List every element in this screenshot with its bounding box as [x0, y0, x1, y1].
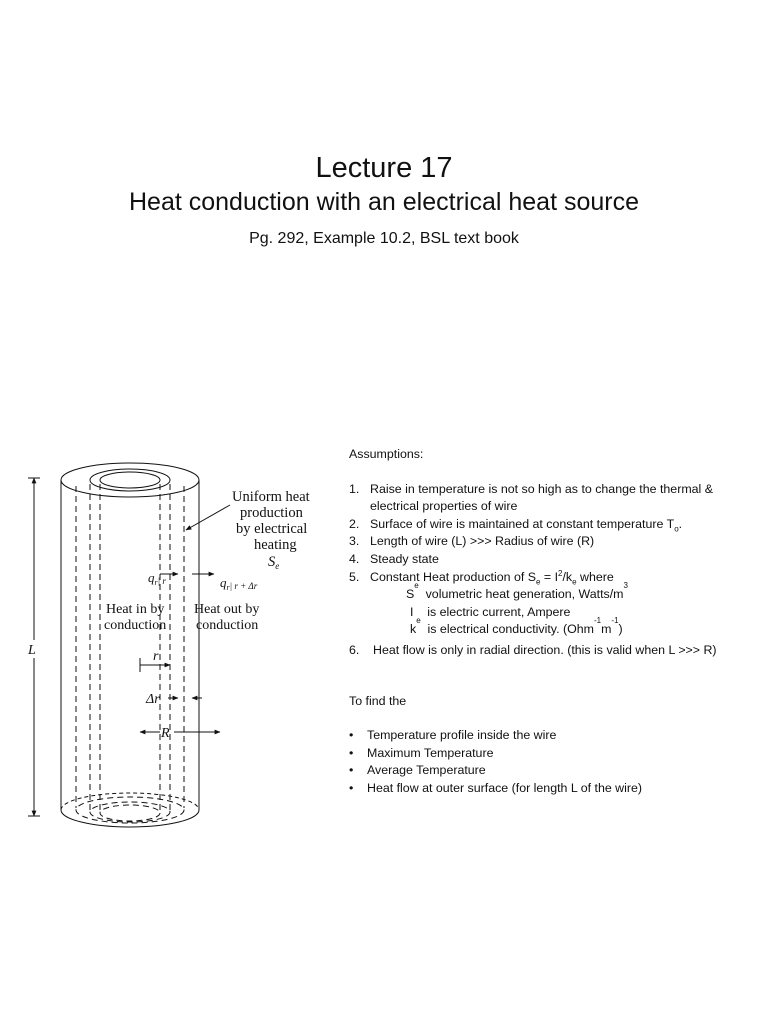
label-heat-out-1: Heat out by — [194, 602, 260, 617]
heat-source-pointer — [186, 505, 230, 530]
label-delta-r: Δr — [146, 692, 160, 707]
label-q-out: $q_r|$ r + Δr — [220, 575, 258, 592]
bullet-icon: • — [349, 780, 354, 795]
list-item: 5. Constant Heat production of $S_e = I^2/k_e$ where — [349, 568, 614, 587]
bottom-dashed-ring-outer — [76, 797, 184, 823]
list-item: 3. Length of wire (L) >>> Radius of wire (R) — [349, 534, 595, 549]
tofind-list — [349, 727, 754, 797]
label-uniform-heat-4: heating — [254, 537, 297, 553]
lecture-subtitle: Heat conduction with an electrical heat source — [128, 188, 639, 216]
list-item: 6. Heat flow is only in radial direction. (this is valid when L >>> R) — [349, 642, 717, 657]
title-block — [0, 150, 768, 248]
list-item: • Temperature profile inside the wire — [349, 727, 754, 745]
bullet-icon: • — [349, 745, 354, 760]
bottom-dashed-ring-mid — [90, 802, 170, 822]
source-reference: Pg. 292, Example 10.2, BSL text book — [249, 230, 519, 247]
definition-ke: k e is electrical conductivity. (Ohm -1 m -1 ) — [410, 616, 623, 637]
label-uniform-heat-1: Uniform heat — [232, 489, 310, 505]
list-item: 2. Surface of wire is maintained at constant temperature $T_o$. — [349, 516, 683, 534]
label-se: $S_e$ — [268, 554, 280, 571]
label-uniform-heat-3: by electrical — [236, 521, 308, 537]
definition-se: S e volumetric heat generation, Watts/m 3 — [406, 581, 628, 602]
label-heat-in-2: conduction — [104, 618, 167, 633]
label-r: r — [153, 649, 159, 664]
label-L: L — [28, 643, 36, 658]
list-item: • Average Temperature — [349, 762, 754, 780]
assumptions-list — [349, 481, 754, 660]
outer-bottom-arc — [61, 810, 199, 827]
label-heat-out-2: conduction — [196, 618, 259, 633]
wire-diagram-svg — [22, 450, 332, 850]
label-uniform-heat-2: production — [240, 505, 303, 521]
wire-diagram — [22, 450, 332, 850]
notes-panel — [349, 446, 754, 798]
lecture-title: Lecture 17 — [315, 152, 453, 184]
label-heat-in-1: Heat in by — [106, 602, 165, 617]
outer-bottom-back-arc — [61, 793, 199, 810]
outer-top-ellipse — [61, 463, 199, 497]
bullet-icon: • — [349, 763, 354, 778]
bullet-icon: • — [349, 728, 354, 743]
assumptions-heading: Assumptions: — [349, 447, 424, 461]
label-q-in: $q_r|$ r — [148, 570, 166, 587]
list-item: 1. Raise in temperature is not so high as to change the thermal & electrical properties of wire — [349, 481, 713, 514]
label-R: R — [161, 726, 170, 741]
list-item: 4. Steady state — [349, 551, 439, 566]
bottom-dashed-ring-inner — [100, 805, 160, 821]
definition-i: I is electric current, Ampere — [410, 604, 571, 619]
list-item: • Heat flow at outer surface (for length L of the wire) — [349, 780, 754, 798]
shell-inner-top-ellipse — [100, 472, 160, 488]
tofind-heading: To find the — [349, 693, 407, 708]
list-item: • Maximum Temperature — [349, 745, 754, 763]
